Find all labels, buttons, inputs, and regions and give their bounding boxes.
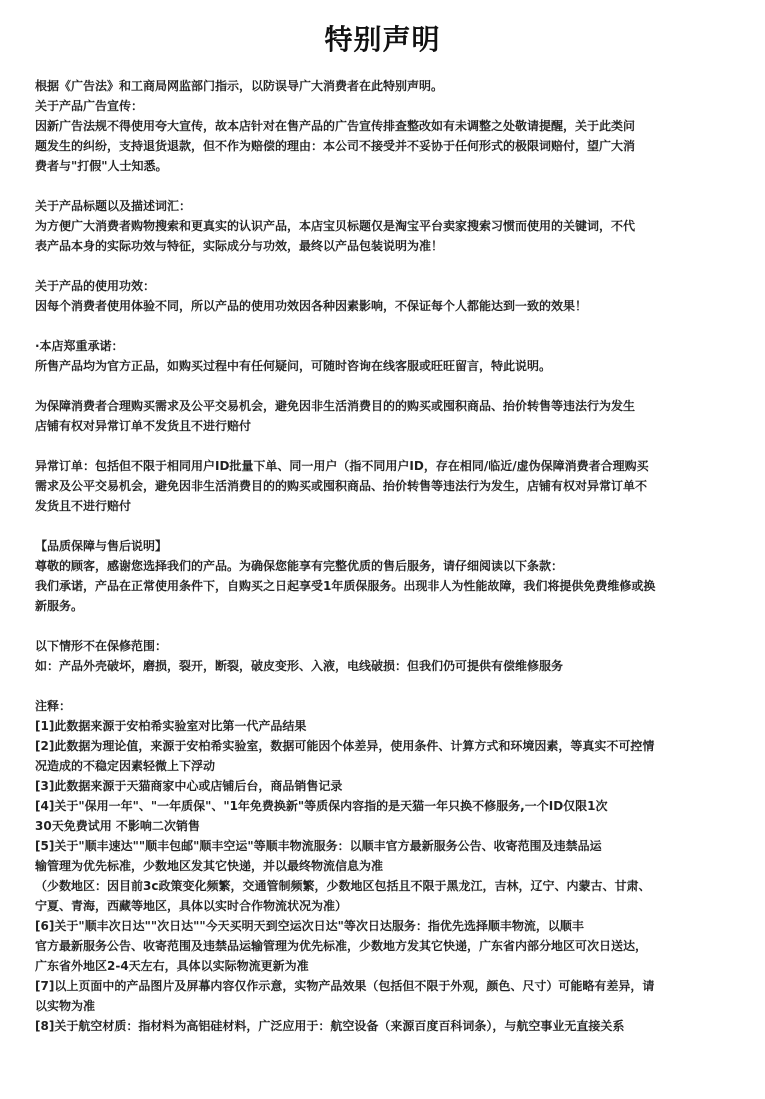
statement-line: 以下情形不在保修范围：: [35, 639, 168, 653]
paragraph-gap: [35, 376, 735, 396]
statement-line: [7]以上页面中的产品图片及屏幕内容仅作示意，实物产品效果（包括但不限于外观，颜色、尺寸）可能略有差异，请: [35, 979, 655, 993]
statement-line: 发货且不进行赔付: [35, 499, 132, 513]
paragraph-gap: [35, 176, 735, 196]
statement-line: [8]关于航空材质：指材料为高铝硅材料，广泛应用于：航空设备（来源百度百科词条），与航空事业无直接关系: [35, 1019, 625, 1033]
statement-line: 【品质保障与售后说明】: [35, 539, 168, 553]
statement-line: 官方最新服务公告、收寄范围及违禁品运输管理为优先标准，少数地方发其它快递，广东省内部分地区可次日送达，: [35, 939, 648, 953]
statement-line: [3]此数据来源于天猫商家中心或店铺后台，商品销售记录: [35, 779, 343, 793]
statement-line: 店铺有权对异常订单不发货且不进行赔付: [35, 419, 252, 433]
page-title: 特别声明: [324, 23, 441, 56]
statement-line: 关于产品的使用功效：: [35, 279, 156, 293]
statement-line: [2]此数据为理论值，来源于安柏希实验室，数据可能因个体差异，使用条件、计算方式和环境因素，等真实不可控情: [35, 739, 655, 753]
paragraph-gap: [35, 436, 735, 456]
statement-line: 根据《广告法》和工商局网监部门指示，以防误导广大消费者在此特别声明。: [35, 79, 444, 93]
statement-line: [1]此数据来源于安柏希实验室对比第一代产品结果: [35, 719, 307, 733]
statement-line: 表产品本身的实际功效与特征，实际成分与功效，最终以产品包装说明为准！: [35, 239, 444, 253]
statement-line: （少数地区：因目前3c政策变化频繁，交通管制频繁，少数地区包括且不限于黑龙江，吉林，辽宁、内蒙古、甘肃、: [35, 879, 651, 893]
statement-line: [4]关于"保用一年"、"一年质保"、"1年免费换新"等质保内容指的是天猫一年只换不修服务,一个ID仅限1次: [35, 799, 608, 813]
statement-line: 题发生的纠纷，支持退货退款，但不作为赔偿的理由：本公司不接受并不妥协于任何形式的极限词赔付，望广大消: [35, 139, 636, 153]
statement-line: 30天免费试用 不影响二次销售: [35, 819, 200, 833]
paragraph-gap: [35, 516, 735, 536]
statement-line: 费者与"打假"人士知悉。: [35, 159, 168, 173]
statement-line: 输管理为优先标准，少数地区发其它快递，并以最终物流信息为准: [35, 859, 384, 873]
statement-line: 因每个消费者使用体验不同，所以产品的使用功效因各种因素影响，不保证每个人都能达到一致的效果！: [35, 299, 588, 313]
statement-line: 关于产品广告宣传：: [35, 99, 144, 113]
statement-line: [5]关于"顺丰速达""顺丰包邮"顺丰空运"等顺丰物流服务：以顺丰官方最新服务公告、收寄范围及违禁品运: [35, 839, 602, 853]
statement-line: 需求及公平交易机会，避免因非生活消费目的的购买或囤积商品、抬价转售等违法行为发生，店铺有权对异常订单不: [35, 479, 648, 493]
statement-body: [35, 76, 735, 1036]
statement-line: 新服务。: [35, 599, 84, 613]
statement-line: 如：产品外壳破坏，磨损，裂开，断裂，破皮变形、入液，电线破损：但我们仍可提供有偿维修服务: [35, 659, 564, 673]
paragraph-gap: [35, 616, 735, 636]
paragraph-gap: [35, 316, 735, 336]
statement-line: 以实物为准: [35, 999, 96, 1013]
statement-line: 广东省外地区2-4天左右，具体以实际物流更新为准: [35, 959, 309, 973]
statement-line: 为方便广大消费者购物搜索和更真实的认识产品，本店宝贝标题仅是淘宝平台卖家搜索习惯而使用的关键词，不代: [35, 219, 636, 233]
statement-line: ·本店郑重承诺：: [35, 339, 124, 353]
paragraph-gap: [35, 256, 735, 276]
statement-line: 我们承诺，产品在正常使用条件下，自购买之日起享受1年质保服务。出现非人为性能故障，我们将提供免费维修或换: [35, 579, 656, 593]
statement-line: 因新广告法规不得使用夸大宣传，故本店针对在售产品的广告宣传排查整改如有未调整之处敬请提醒，关于此类问: [35, 119, 636, 133]
paragraph-gap: [35, 676, 735, 696]
statement-line: 尊敬的顾客，感谢您选择我们的产品。为确保您能享有完整优质的售后服务，请仔细阅读以下条款：: [35, 559, 564, 573]
statement-line: 宁夏、青海，西藏等地区，具体以实时合作物流状况为准）: [35, 899, 348, 913]
statement-line: [6]关于"顺丰次日达""次日达""今天买明天到空运次日达"等次日达服务：指优先选择顺丰物流，以顺丰: [35, 919, 584, 933]
statement-line: 况造成的不稳定因素轻微上下浮动: [35, 759, 216, 773]
statement-line: 异常订单：包括但不限于相同用户ID批量下单、同一用户（指不同用户ID，存在相同/临近/虚伪保障消费者合理购买: [35, 459, 649, 473]
statement-line: 关于产品标题以及描述词汇：: [35, 199, 192, 213]
statement-line: 为保障消费者合理购买需求及公平交易机会，避免因非生活消费目的的购买或囤积商品、抬价转售等违法行为发生: [35, 399, 636, 413]
statement-line: 注释：: [35, 699, 72, 713]
statement-line: 所售产品均为官方正品，如购买过程中有任何疑问，可随时咨询在线客服或旺旺留言，特此说明。: [35, 359, 552, 373]
